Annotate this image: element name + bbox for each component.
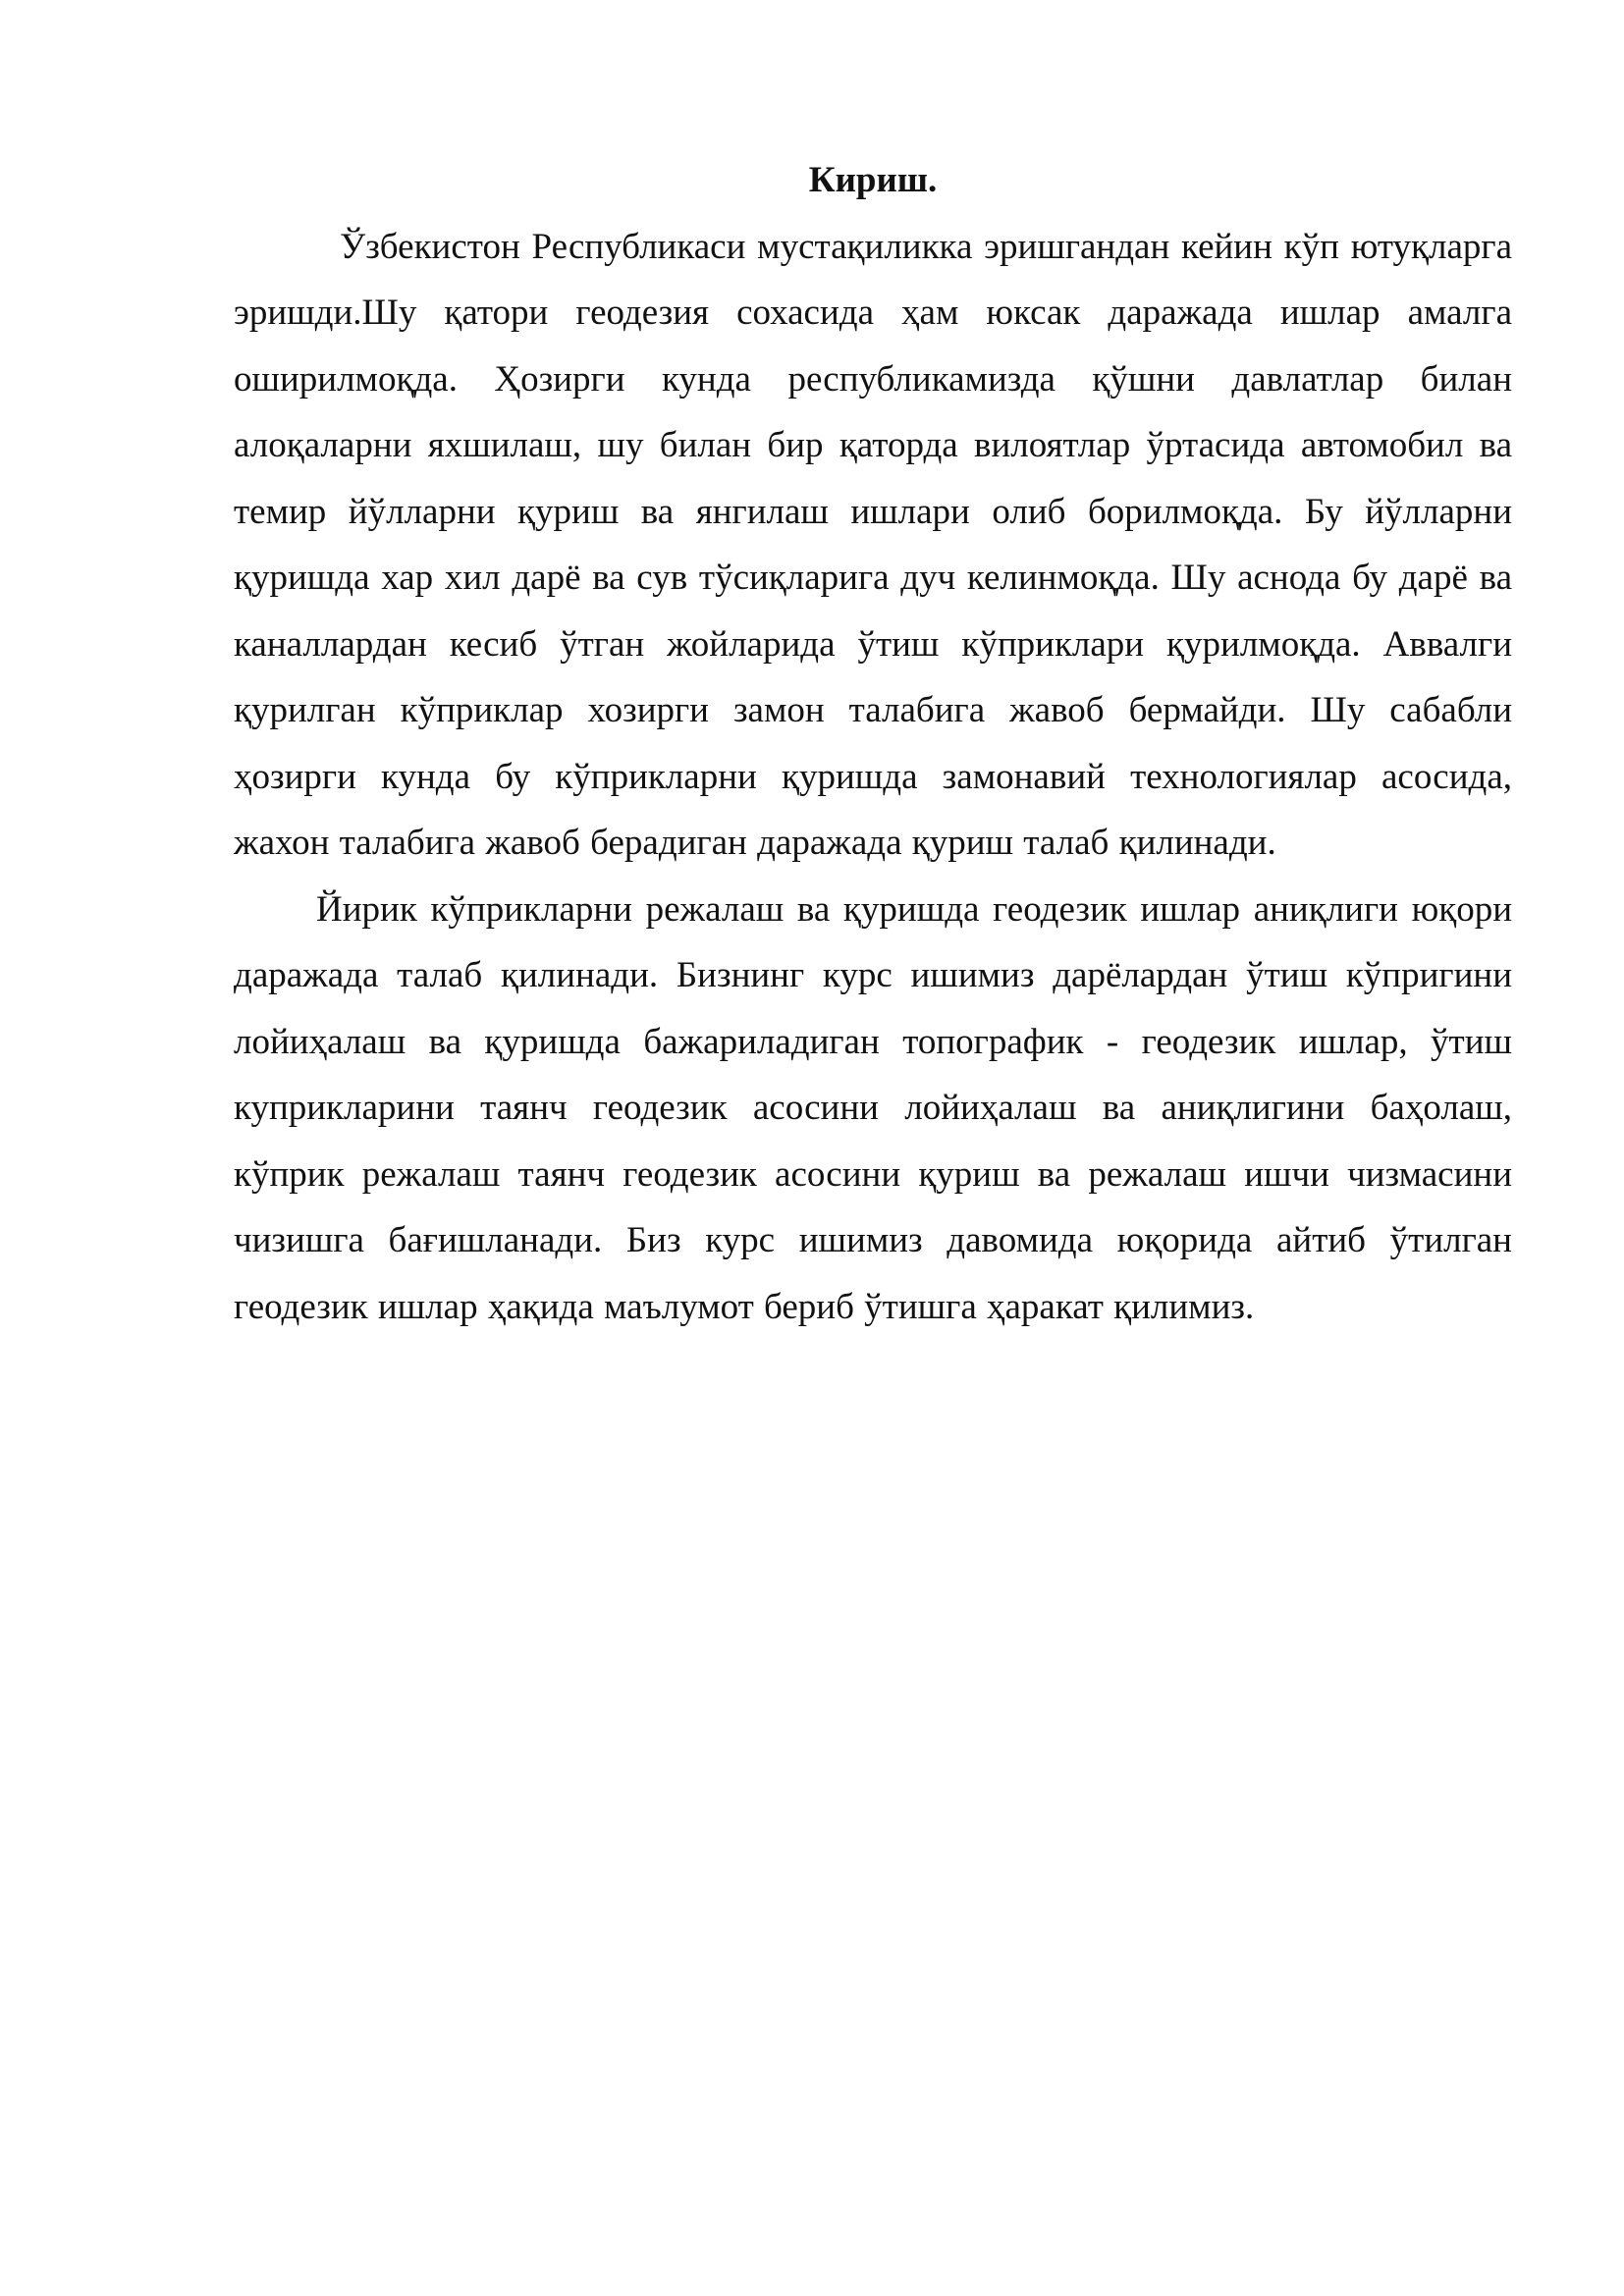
document-body <box>234 147 1512 1340</box>
paragraph-1: Ўзбекистон Республикаси мустақиликка эришгандан кейин кўп ютуқларга эришди.Шу қатори геодезия сохасида ҳам юксак даражада ишлар амалга оширилмоқда. Ҳозирги кунда республикамизда қўшни давлатлар билан алоқаларни яхшилаш, шу билан бир қаторда вилоятлар ўртасида автомобил ва темир йўлларни қуриш ва янгилаш ишлари олиб борилмоқда. Бу йўлларни қуришда хар хил дарё ва сув тўсиқларига дуч келинмоқда. Шу аснода бу дарё ва каналлардан кесиб ўтган жойларида ўтиш кўприклари қурилмоқда. Аввалги қурилган кўприклар хозирги замон талабига жавоб бермайди. Шу сабабли ҳозирги кунда бу кўприкларни қуришда замонавий технологиялар асосида, жахон талабига жавоб берадиган даражада қуриш талаб қилинади. <box>234 226 1512 863</box>
document-title: Кириш. <box>808 160 938 200</box>
paragraph-2: Йирик кўприкларни режалаш ва қуришда геодезик ишлар аниқлиги юқори даражада талаб қилинади. Бизнинг курс ишимиз дарёлардан ўтиш кўпригини лойиҳалаш ва қуришда бажариладиган топографик - геодезик ишлар, ўтиш куприкларини таянч геодезик асосини лойиҳалаш ва аниқлигини баҳолаш, кўприк режалаш таянч геодезик асосини қуриш ва режалаш ишчи чизмасини чизишга бағишланади. Биз курс ишимиз давомида юқорида айтиб ўтилган геодезик ишлар ҳақида маълумот бериб ўтишга ҳаракат қилимиз. <box>234 888 1512 1327</box>
